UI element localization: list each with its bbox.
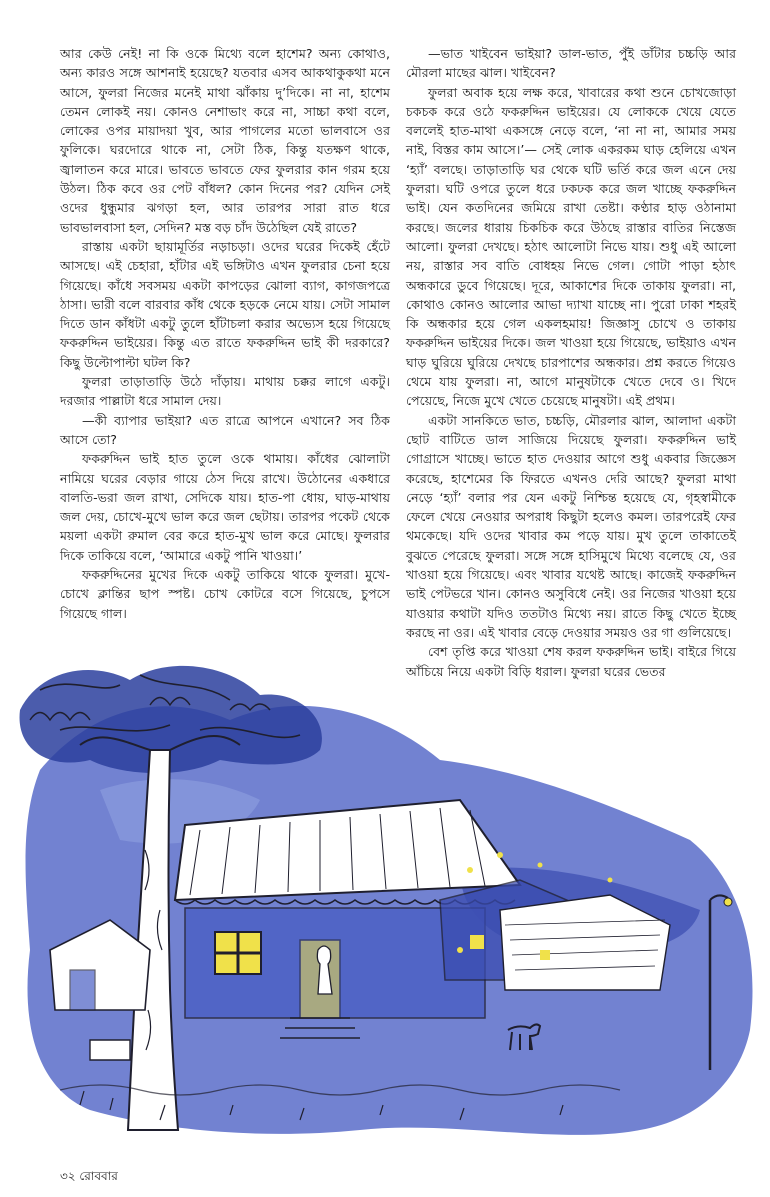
- paragraph: একটা সানকিতে ভাত, চচ্চড়ি, মৌরলার ঝাল, আলাদা একটা ছোট বাটিতে ডাল সাজিয়ে দিয়েছে ফুলরা। ফকরুদ্দিন ভাই গোগ্রাসে খাচ্ছে। ভাতে হাত দেওয়ার আগে শুধু একবার জিজ্ঞেস করেছে, হাশেমের কি ফিরতে এখনও দেরি আছে? ফুলরা মাথা নেড়ে ‘হ্যাঁ’ বলার পর যেন একটু নিশ্চিন্ত হয়েছে যে, গৃহস্বামীকে ফেলে খেয়ে নেওয়ার অপরাধ কিছুটা হলেও কমল। তারপরেই ফের থমকেছে। যদি ওদের খাবার কম পড়ে যায়। মুখ তুলে তাকাতেই বুঝতে পেরেছে ফুলরা। সঙ্গে সঙ্গে হাসিমুখে মিথ্যে বলেছে যে, ওর খাওয়া হয়ে গিয়েছে। এবং খাবার যথেষ্ট আছে। কাজেই ফকরুদ্দিন ভাই পেটভরে খান। কোনও অসুবিধে নেই। ওর নিজের খাওয়া হয়ে যাওয়ার কথাটা যদিও ততটাও মিথ্যে নয়। রাতে কিছু খেতে ইচ্ছে করছে না ওর। এই খাবার বেড়ে দেওয়ার সময়ও ওর গা গুলিয়েছে।: [406, 412, 736, 640]
- right-column: [406, 44, 736, 681]
- night-street-illustration: [0, 650, 770, 1160]
- paragraph: রাস্তায় একটা ছায়ামূর্তির নড়াচড়া। ওদের ঘরের দিকেই হেঁটে আসছে। এই চেহারা, হাঁটার এই ভঙ্গিটাও এখন ফুলরার চেনা হয়ে গিয়েছে। কাঁধে সবসময় একটা কাপড়ের ঝোলা ব্যাগ, কাগজপত্রে ঠাসা। ভারী বলে বারবার কাঁধ থেকে হড়কে নেমে যায়। সেটা সামাল দিতে ডান কাঁধটা একটু তুলে হাঁটাচলা করার অভ্যেস হয়ে গিয়েছে ফকরুদ্দিন ভাইয়ের। কিন্তু এত রাতে ফকরুদ্দিন ভাই কী দরকারে? কিছু উল্টোপাল্টা ঘটল কি?: [60, 238, 390, 370]
- paragraph: বেশ তৃপ্তি করে খাওয়া শেষ করল ফকরুদ্দিন ভাই। বাইরে গিয়ে আঁচিয়ে নিয়ে একটা বিড়ি ধরাল। ফুলরা ঘরের ভেতর: [406, 644, 736, 679]
- left-column: [60, 44, 390, 623]
- paragraph: —ভাত খাইবেন ভাইয়া? ডাল-ভাত, পুঁই ডাঁটার চচ্চড়ি আর মৌরলা মাছের ঝাল। খাইবেন?: [406, 46, 736, 81]
- paragraph: আর কেউ নেই! না কি ওকে মিথ্যে বলে হাশেম? অন্য কোথাও, অন্য কারও সঙ্গে আশনাই হয়েছে? যতবার এসব আকথাকুকথা মনে আসে, ফুলরা নিজের মনেই মাথা ঝাঁকায় দু’দিকে। না না, হাশেম তেমন লোকই নয়। কোনও নেশাভাং করে না, সাচ্চা কথা বলে, লোকের ওপর মায়াদয়া খুব, আর পাগলের মতো ভালবাসে ওর ফুলিকে। ঘরদোরে থাকে না, সেটা ঠিক, কিন্তু যতক্ষণ থাকে, জ্বালাতন করে মারে। ভাবতে ভাবতে ফের ফুলরার কান গরম হয়ে উঠল। ঠিক কবে ওর পেট বাঁধল? কোন দিনের পর? যেদিন সেই ওদের ধুন্ধুমার ঝগড়া হল, আর তারপর সারা রাত ধরে ভাবভালবাসা হল, সেদিন? মস্ত বড় চাঁদ উঠেছিল যেই রাতে?: [60, 46, 390, 235]
- paragraph: ফুলরা অবাক হয়ে লক্ষ করে, খাবারের কথা শুনে চোখজোড়া চকচক করে ওঠে ফকরুদ্দিন ভাইয়ের। যে লোককে খেয়ে যেতে বললেই হাত-মাথা একসঙ্গে নেড়ে বলে, ‘না না না, আমার সময় নাই, বিস্তর কাম আসে।’— সেই লোক একরকম ঘাড় হেলিয়ে এখন ‘হ্যাঁ’ বলছে। তাড়াতাড়ি ঘর থেকে ঘটি ভর্তি করে জল এনে দেয় ফুলরা। ঘটি ওপরে তুলে ধরে ঢকঢক করে জল খাচ্ছে ফকরুদ্দিন ভাই। যেন কতদিনের জমিয়ে রাখা তেষ্টা। কণ্ঠার হাড় ওঠানামা করছে। জলের ধারায় চিকচিক করে উঠছে রাস্তার বাতির নিস্তেজ আলো। ফুলরা দেখছে। হঠাৎ আলোটা নিভে যায়। শুধু এই আলো নয়, রাস্তার সব বাতি বোধহয় নিভে গেল। গোটা পাড়া হঠাৎ অন্ধকারে ডুবে গিয়েছে। দূরে, আকাশের দিকে তাকায় ফুলরা। না, কোথাও কোনও আলোর আভা দ্যাখা যাচ্ছে না। পুরো ঢাকা শহরই কি অন্ধকার হয়ে গেল একলহমায়! জিজ্ঞাসু চোখে ও তাকায় ফকরুদ্দিন ভাইয়ের দিকে। জল খাওয়া হয়ে গিয়েছে, ভাইয়াও এখন ঘাড় ঘুরিয়ে ঘুরিয়ে দেখছে চারপাশের অন্ধকার। প্রশ্ন করতে গিয়েও থেমে যায় ফুলরা। না, আগে মানুষটাকে খেতে দেবে ও। খিদে পেয়েছে, নিজে মুখে খেতে চেয়েছে মানুষটা। এই প্রথম।: [406, 84, 736, 409]
- page-footer: ৩২ রোববার: [60, 1169, 118, 1183]
- paragraph: ফকরুদ্দিন ভাই হাত তুলে ওকে থামায়। কাঁধের ঝোলাটা নামিয়ে ঘরের বেড়ার গায়ে ঠেস দিয়ে রাখে। উঠোনের একধারে বালতি-ভরা জল রাখা, সেদিকে যায়। হাত-পা ধোয়, ঘাড়-মাথায় জল দেয়, চোখে-মুখে ভাল করে জল ছেটায়। তারপর পকেট থেকে ময়লা একটা রুমাল বের করে হাত-মুখ ভাল করে মোছে। ফুলরার দিকে তাকিয়ে বলে, ‘আমারে একটু পানি খাওয়া।’: [60, 451, 390, 563]
- paragraph: ফকরুদ্দিনের মুখের দিকে একটু তাকিয়ে থাকে ফুলরা। মুখে-চোখে ক্লান্তির ছাপ স্পষ্ট। চোখ কোটরে বসে গিয়েছে, চুপসে গিয়েছে গাল।: [60, 567, 390, 621]
- paragraph: —কী ব্যাপার ভাইয়া? এত রাত্রে আপনে এখানে? সব ঠিক আসে তো?: [60, 412, 390, 447]
- paragraph: ফুলরা তাড়াতাড়ি উঠে দাঁড়ায়। মাথায় চক্কর লাগে একটু। দরজার পাল্লাটা ধরে সামাল দেয়।: [60, 374, 390, 409]
